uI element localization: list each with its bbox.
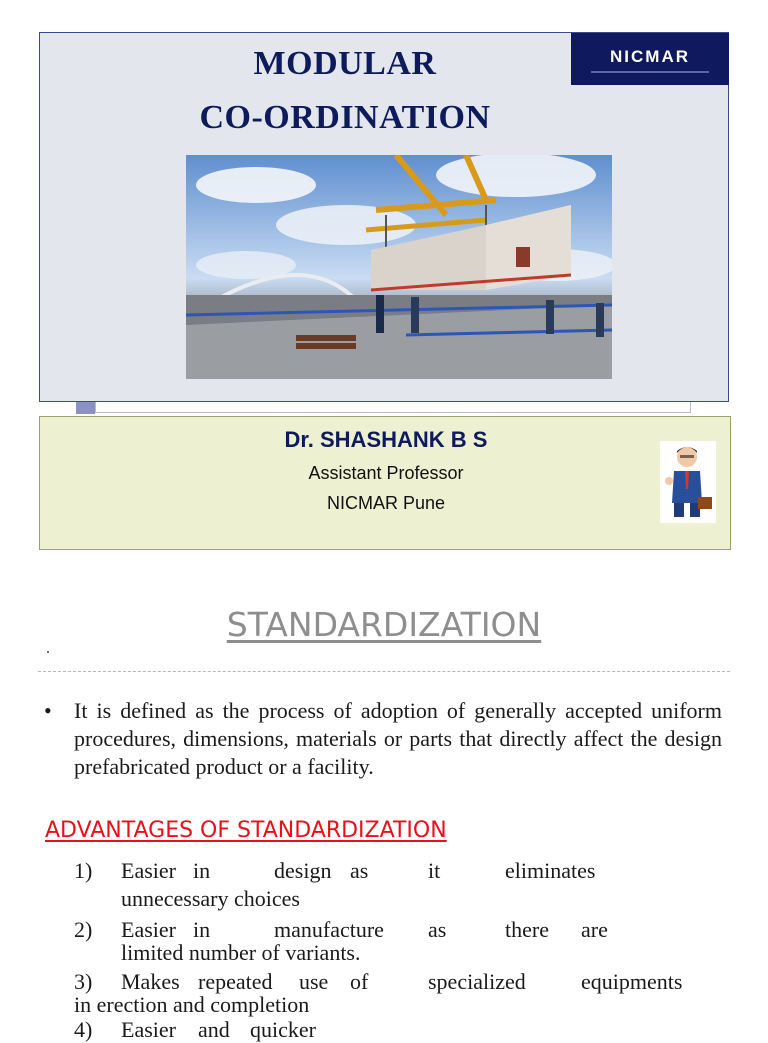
accent-square [76, 402, 95, 414]
accent-bar [95, 402, 691, 413]
advantage-2-word: manufacture [274, 917, 384, 942]
advantage-3-continuation: in erection and completion [74, 992, 310, 1017]
advantage-1-word: design [274, 858, 332, 883]
advantage-4-word: quicker [250, 1017, 316, 1042]
stray-dot: . [46, 640, 50, 657]
advantage-1-word: it [428, 858, 441, 883]
advantage-2-word: as [428, 917, 447, 942]
businessman-clipart [660, 441, 716, 523]
advantage-2-word: are [581, 917, 608, 942]
advantage-2-word: Easier [121, 917, 176, 942]
logo-tagline-bar [591, 71, 709, 73]
crane-module-photo [186, 155, 612, 379]
advantage-1-continuation: unnecessary choices [121, 886, 300, 911]
nicmar-logo [571, 33, 729, 85]
crane-photo-illustration [186, 155, 612, 379]
author-organization: NICMAR Pune [326, 493, 446, 513]
title-slide [39, 32, 729, 402]
advantage-4-number: 4) [74, 1017, 93, 1042]
advantage-1-number: 1) [74, 858, 93, 883]
advantage-3-word: specialized [428, 969, 526, 994]
advantage-2-word: in [193, 917, 211, 942]
advantage-1-word: Easier [121, 858, 176, 883]
advantage-1-word: eliminates [505, 858, 596, 883]
title-line-2: CO-ORDINATION [199, 99, 491, 136]
title-line-1: MODULAR [253, 45, 437, 82]
advantage-1-word: as [350, 858, 369, 883]
advantage-3-number: 3) [74, 969, 93, 994]
advantage-4-word: Easier [121, 1017, 176, 1042]
author-panel [39, 416, 731, 550]
advantages-heading: ADVANTAGES OF STANDARDIZATION [45, 818, 447, 843]
advantage-2-word: there [505, 917, 549, 942]
definition-paragraph: It is defined as the process of adoption of generally accepted uniform procedures, dimensions, materials or parts that directly affect the design prefabricated product or a facility. [74, 698, 722, 779]
advantage-3-word: Makes [121, 969, 180, 994]
advantage-2-number: 2) [74, 917, 93, 942]
standardization-heading: STANDARDIZATION [226, 605, 542, 644]
author-role: Assistant Professor [308, 463, 464, 483]
advantage-2-continuation: limited number of variants. [121, 940, 361, 965]
advantage-3-word: equipments [581, 969, 683, 994]
dashed-divider [38, 671, 730, 672]
author-name: Dr. SHASHANK B S [284, 427, 488, 452]
advantage-3-word: use [299, 969, 329, 994]
advantage-3-word: of [350, 969, 369, 994]
logo-text: NICMAR [610, 47, 690, 66]
bullet-symbol: • [44, 698, 52, 723]
advantage-1-word: in [193, 858, 211, 883]
advantage-3-word: repeated [198, 969, 273, 994]
advantage-4-word: and [198, 1017, 230, 1042]
